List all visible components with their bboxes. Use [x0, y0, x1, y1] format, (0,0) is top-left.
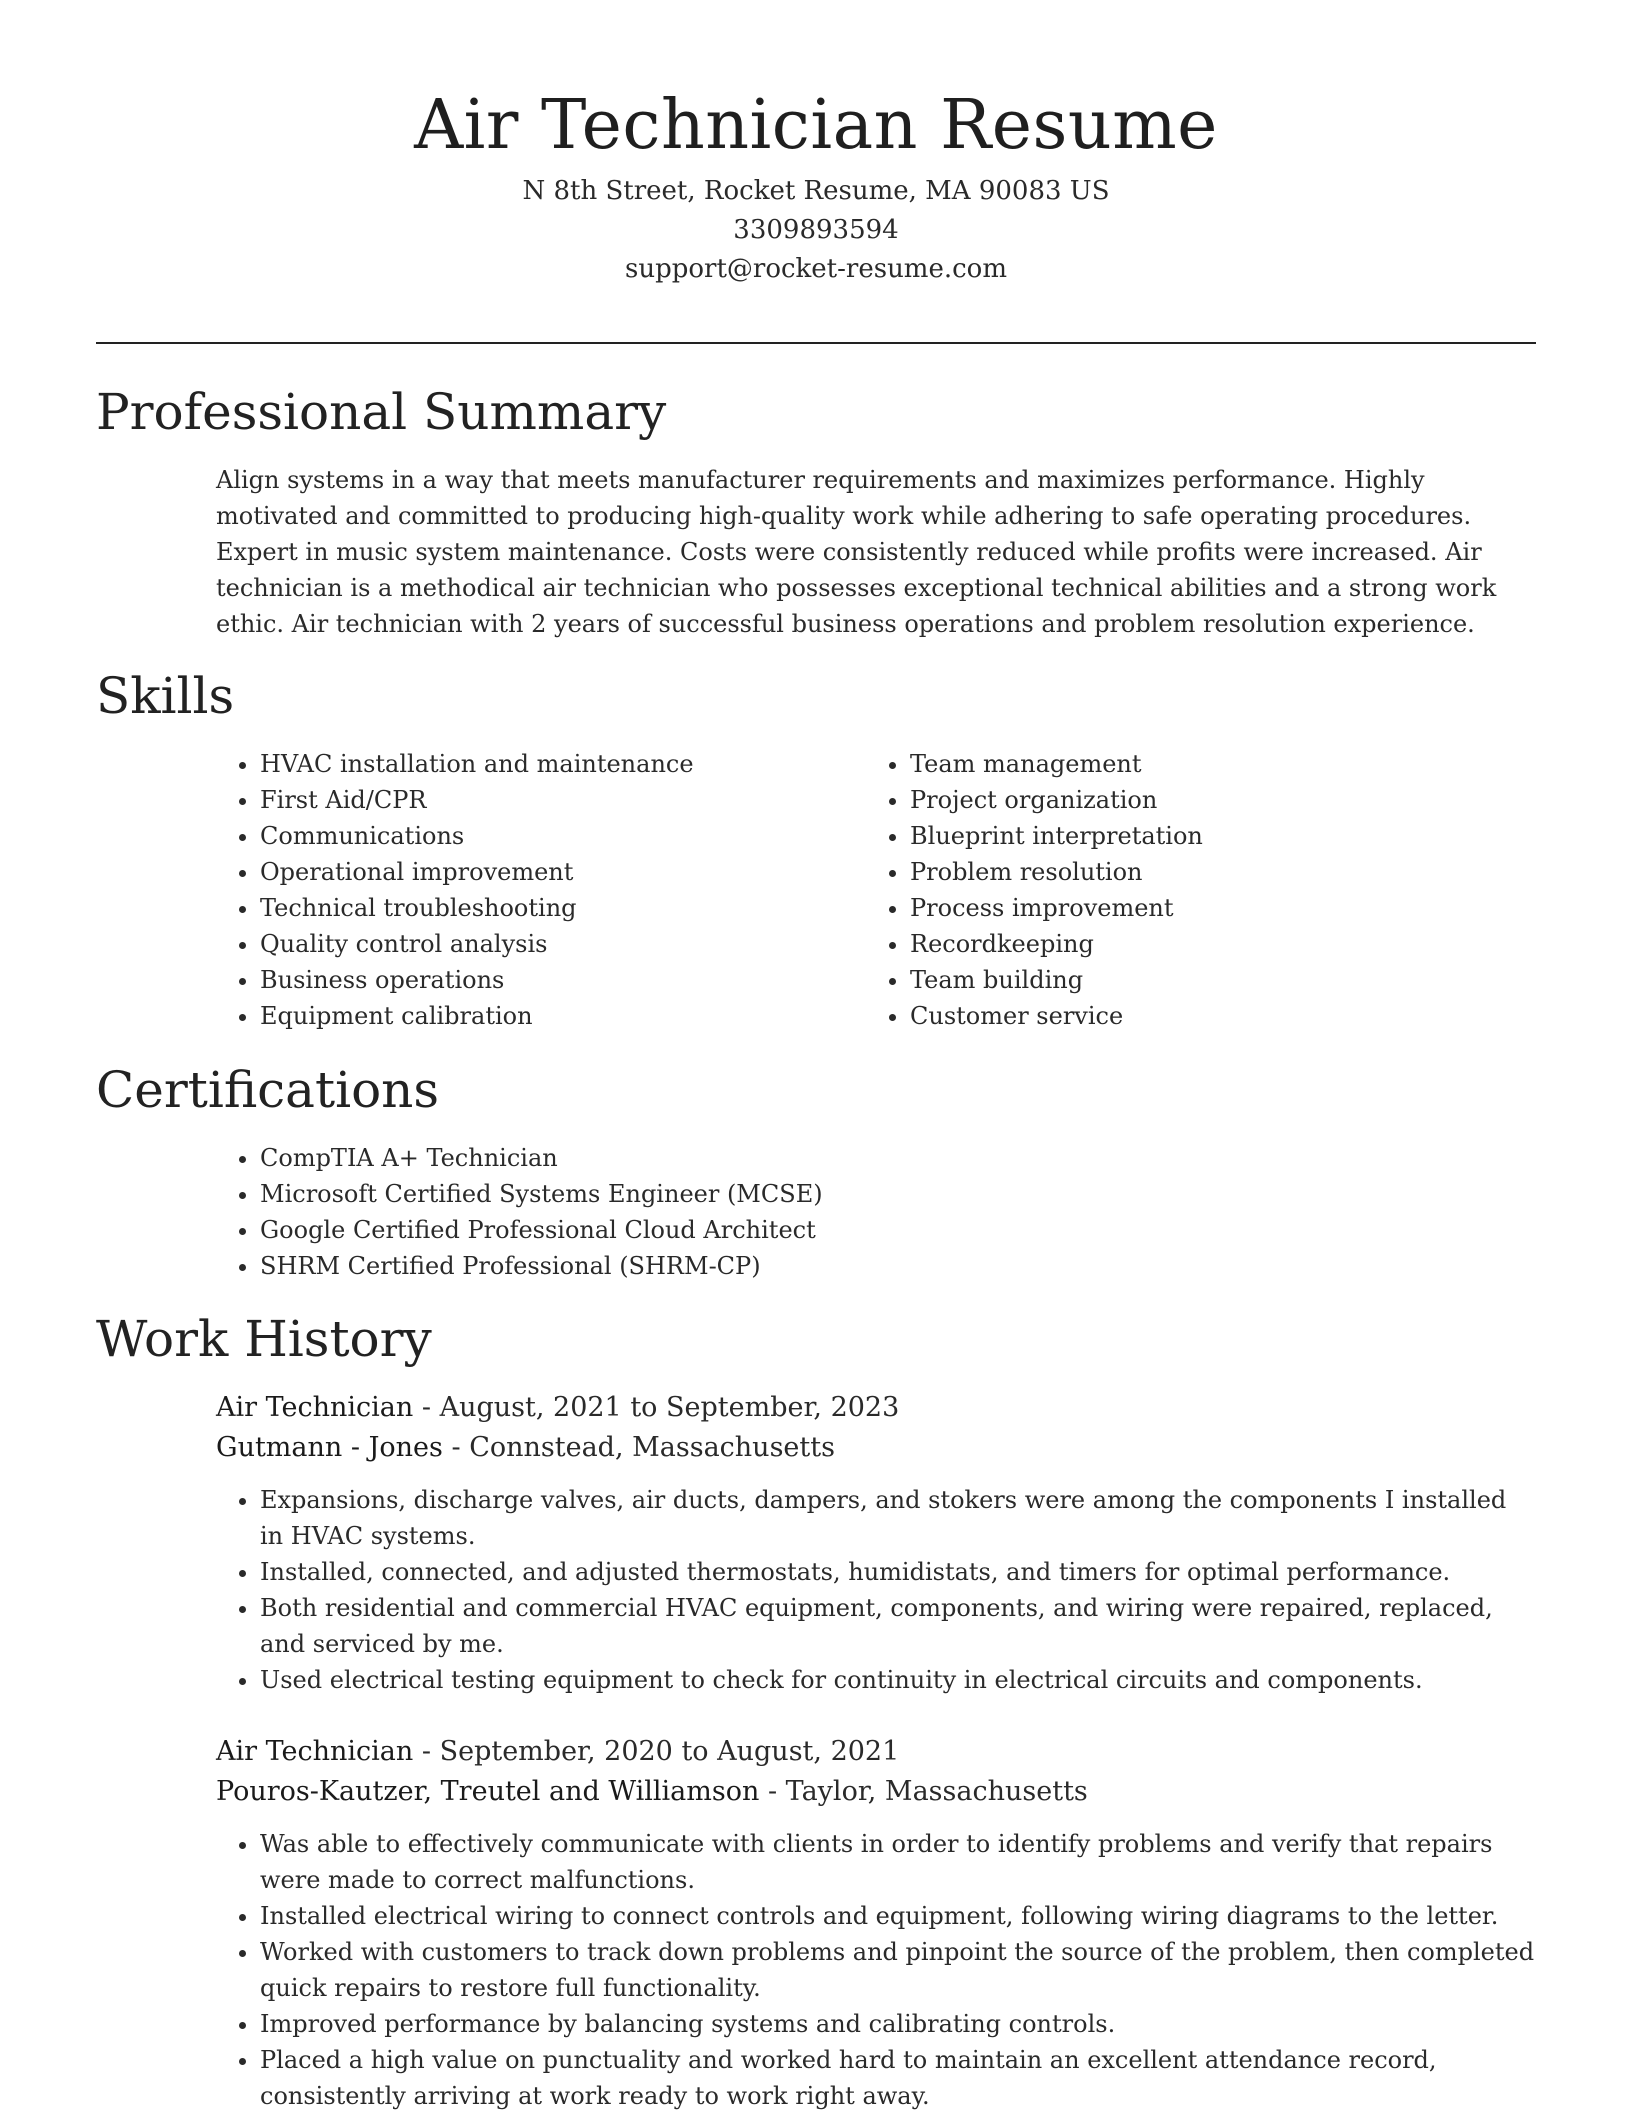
job-duty-item: • Installed, connected, and adjusted thermostats, humidistats, and timers for optimal performance. [260, 1554, 1536, 1590]
job-duty-item: • Placed a high value on punctuality and worked hard to maintain an excellent attendance record, consistently arriving at work ready to work right away. [260, 2042, 1536, 2114]
summary-text: Align systems in a way that meets manufacturer requirements and maximizes performance. Highly motivated and committed to producing high-quality work while adhering to safe operating procedures. Expert in music system maintenance. Costs were consistently reduced while profits were increased. Air technician is a methodical air technician who possesses exceptional technical abilities and a strong work ethic. Air technician with 2 years of successful business operations and problem resolution experience. [216, 466, 1497, 638]
skills-column-left [216, 746, 836, 1034]
skill-item: • Blueprint interpretation [910, 818, 1486, 854]
skill-item: • Technical troubleshooting [260, 890, 836, 926]
header-divider [96, 342, 1536, 344]
job-entry [216, 1732, 1536, 1812]
skill-item: • Equipment calibration [260, 998, 836, 1034]
skill-item: • Project organization [910, 782, 1486, 818]
skill-item: • Team building [910, 962, 1486, 998]
work-history-heading: Work History [96, 1310, 432, 1368]
skill-item: • Business operations [260, 962, 836, 998]
skill-item: • Problem resolution [910, 854, 1486, 890]
certification-item: • SHRM Certified Professional (SHRM-CP) [260, 1248, 1536, 1284]
job-entry [216, 1388, 1536, 1468]
job-company: Gutmann - Jones [216, 1432, 443, 1463]
summary-body [216, 462, 1536, 642]
certifications-list [216, 1140, 1536, 1284]
job-duty-item: • Was able to effectively communicate with clients in order to identify problems and verify that repairs were made to correct malfunctions. [260, 1826, 1536, 1898]
email-address: support@rocket-resume.com [624, 254, 1007, 284]
job-location: Taylor, Massachusetts [785, 1776, 1088, 1807]
resume-header [96, 80, 1536, 289]
certification-item: • Google Certified Professional Cloud Architect [260, 1212, 1536, 1248]
skills-heading: Skills [96, 667, 235, 725]
job-duty-item: • Used electrical testing equipment to check for continuity in electrical circuits and components. [260, 1662, 1536, 1698]
phone-number: 3309893594 [733, 215, 899, 245]
skill-item: • Customer service [910, 998, 1486, 1034]
job-duties [216, 1482, 1536, 1698]
job-company-line: Gutmann - Jones - Connstead, Massachusetts [216, 1432, 835, 1463]
job-company: Pouros-Kautzer, Treutel and Williamson [216, 1776, 760, 1807]
address: N 8th Street, Rocket Resume, MA 90083 US [522, 176, 1110, 206]
job-position: Air Technician [216, 1736, 414, 1767]
certification-item: • CompTIA A+ Technician [260, 1140, 1536, 1176]
certification-item: • Microsoft Certified Systems Engineer (MCSE) [260, 1176, 1536, 1212]
job-company-line: Pouros-Kautzer, Treutel and Williamson - Taylor, Massachusetts [216, 1776, 1088, 1807]
job-position-line: Air Technician - September, 2020 to August, 2021 [216, 1736, 900, 1767]
job-position: Air Technician [216, 1392, 414, 1423]
job-dates: September, 2020 to August, 2021 [439, 1736, 900, 1767]
job-position-line: Air Technician - August, 2021 to September, 2023 [216, 1392, 900, 1423]
skill-item: • Process improvement [910, 890, 1486, 926]
skill-item: • HVAC installation and maintenance [260, 746, 836, 782]
job-duty-item: • Improved performance by balancing systems and calibrating controls. [260, 2006, 1536, 2042]
job-duty-item: • Both residential and commercial HVAC equipment, components, and wiring were repaired, replaced, and serviced by me. [260, 1590, 1536, 1662]
resume-title: Air Technician Resume [414, 86, 1218, 165]
job-duty-item: • Expansions, discharge valves, air ducts, dampers, and stokers were among the components I installed in HVAC systems. [260, 1482, 1536, 1554]
skill-item: • Operational improvement [260, 854, 836, 890]
skill-item: • Quality control analysis [260, 926, 836, 962]
job-duty-item: • Worked with customers to track down problems and pinpoint the source of the problem, then completed quick repairs to restore full functionality. [260, 1934, 1536, 2006]
job-dates: August, 2021 to September, 2023 [439, 1392, 900, 1423]
summary-heading: Professional Summary [96, 383, 667, 441]
skill-item: • First Aid/CPR [260, 782, 836, 818]
job-duties [216, 1826, 1536, 2114]
skill-item: • Recordkeeping [910, 926, 1486, 962]
skill-item: • Communications [260, 818, 836, 854]
skills-column-right [866, 746, 1486, 1034]
certifications-heading: Certifications [96, 1061, 440, 1119]
job-duty-item: • Installed electrical wiring to connect controls and equipment, following wiring diagrams to the letter. [260, 1898, 1536, 1934]
skill-item: • Team management [910, 746, 1486, 782]
job-location: Connstead, Massachusetts [469, 1432, 835, 1463]
